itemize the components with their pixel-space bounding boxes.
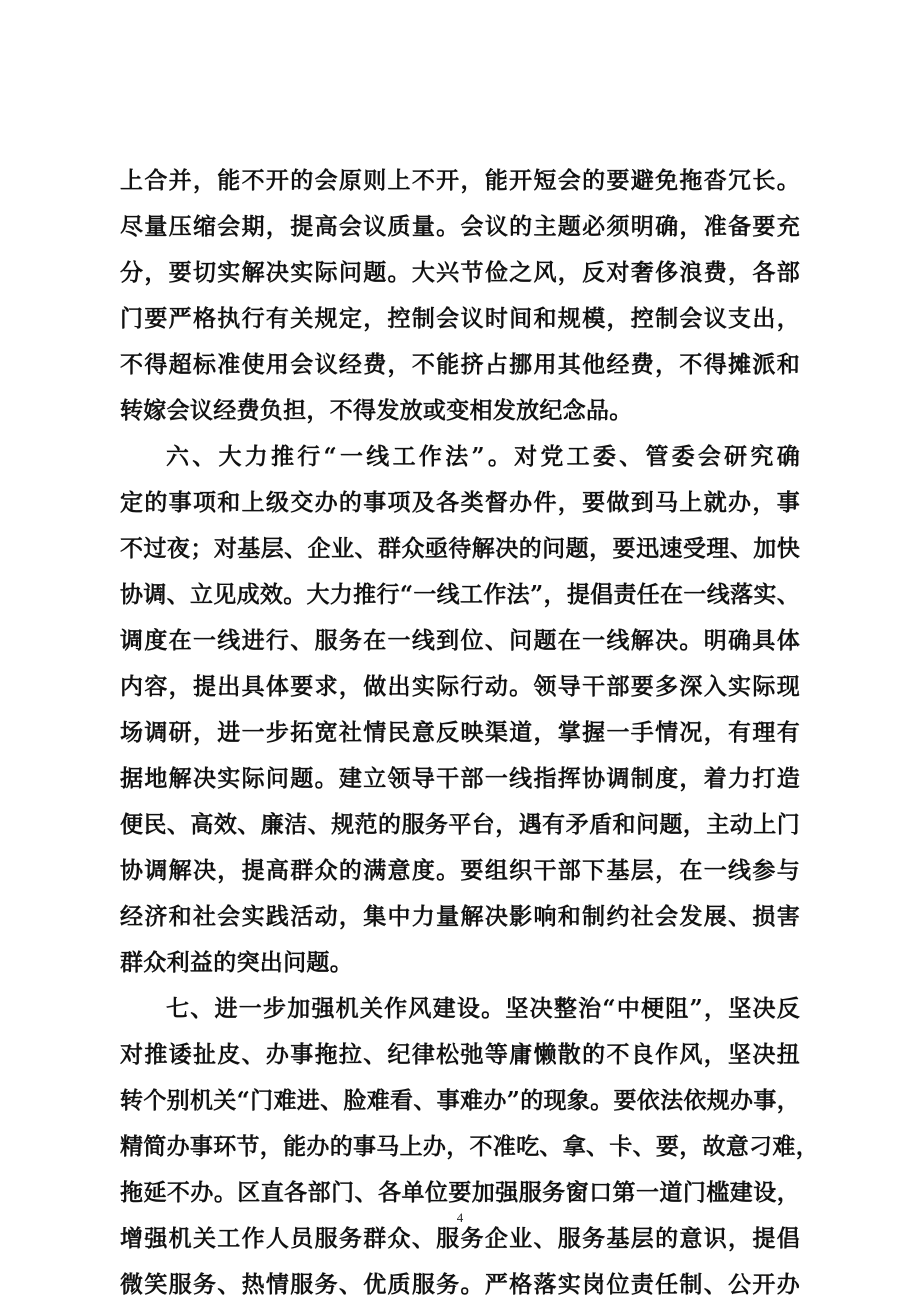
text-line: 分，要切实解决实际问题。大兴节俭之风，反对奢侈浪费，各部 (120, 259, 800, 286)
text-line: 场调研，进一步拓宽社情民意反映渠道，掌握一手情况，有理有 (120, 719, 800, 746)
text-line: 协调、立见成效。大力推行“一线工作法”，提倡责任在一线落实、 (120, 581, 800, 608)
text-line: 转嫁会议经费负担，不得发放或变相发放纪念品。 (120, 397, 633, 424)
text-line: 协调解决，提高群众的满意度。要组织干部下基层，在一线参与 (120, 857, 800, 884)
paragraph-section-seven (120, 986, 819, 1308)
text-line: 上合并，能不开的会原则上不开，能开短会的要避免拖沓冗长。 (120, 167, 800, 194)
text-line: 群众利益的突出问题。 (120, 949, 353, 976)
text-line: 便民、高效、廉洁、规范的服务平台，遇有矛盾和问题，主动上门 (120, 811, 800, 838)
text-line: 转个别机关“门难进、脸难看、事难办”的现象。要依法依规办事， (120, 1087, 800, 1114)
paragraph-meeting-rules (120, 158, 800, 434)
document-body (120, 158, 819, 1308)
text-line: 对推诿扯皮、办事拖拉、纪律松弛等庸懒散的不良作风，坚决扭 (120, 1041, 800, 1068)
text-line: 内容，提出具体要求，做出实际行动。领导干部要多深入实际现 (120, 673, 800, 700)
section-heading-line: 七、进一步加强机关作风建设。坚决整治“中梗阻”，坚决反 (166, 995, 800, 1022)
text-line: 尽量压缩会期，提高会议质量。会议的主题必须明确，准备要充 (120, 213, 800, 240)
text-line: 精简办事环节，能办的事马上办，不准吃、拿、卡、要，故意刁难， (120, 1133, 819, 1160)
text-line: 调度在一线进行、服务在一线到位、问题在一线解决。明确具体 (120, 627, 800, 654)
text-line: 增强机关工作人员服务群众、服务企业、服务基层的意识，提倡 (120, 1225, 800, 1252)
text-line: 不得超标准使用会议经费，不能挤占挪用其他经费，不得摊派和 (120, 351, 800, 378)
text-line: 门要严格执行有关规定，控制会议时间和规模，控制会议支出， (120, 305, 800, 332)
text-line: 定的事项和上级交办的事项及各类督办件，要做到马上就办，事 (120, 489, 800, 516)
text-line: 据地解决实际问题。建立领导干部一线指挥协调制度，着力打造 (120, 765, 800, 792)
text-line: 不过夜；对基层、企业、群众亟待解决的问题，要迅速受理、加快 (120, 535, 800, 562)
section-heading-line: 六、大力推行“一线工作法”。对党工委、管委会研究确 (166, 443, 800, 470)
text-line: 微笑服务、热情服务、优质服务。严格落实岗位责任制、公开办 (120, 1271, 800, 1298)
page-number: 4 (456, 1210, 464, 1225)
text-line: 经济和社会实践活动，集中力量解决影响和制约社会发展、损害 (120, 903, 800, 930)
paragraph-section-six (120, 434, 800, 986)
text-line: 拖延不办。区直各部门、各单位要加强服务窗口第一道门槛建设， (120, 1179, 800, 1206)
